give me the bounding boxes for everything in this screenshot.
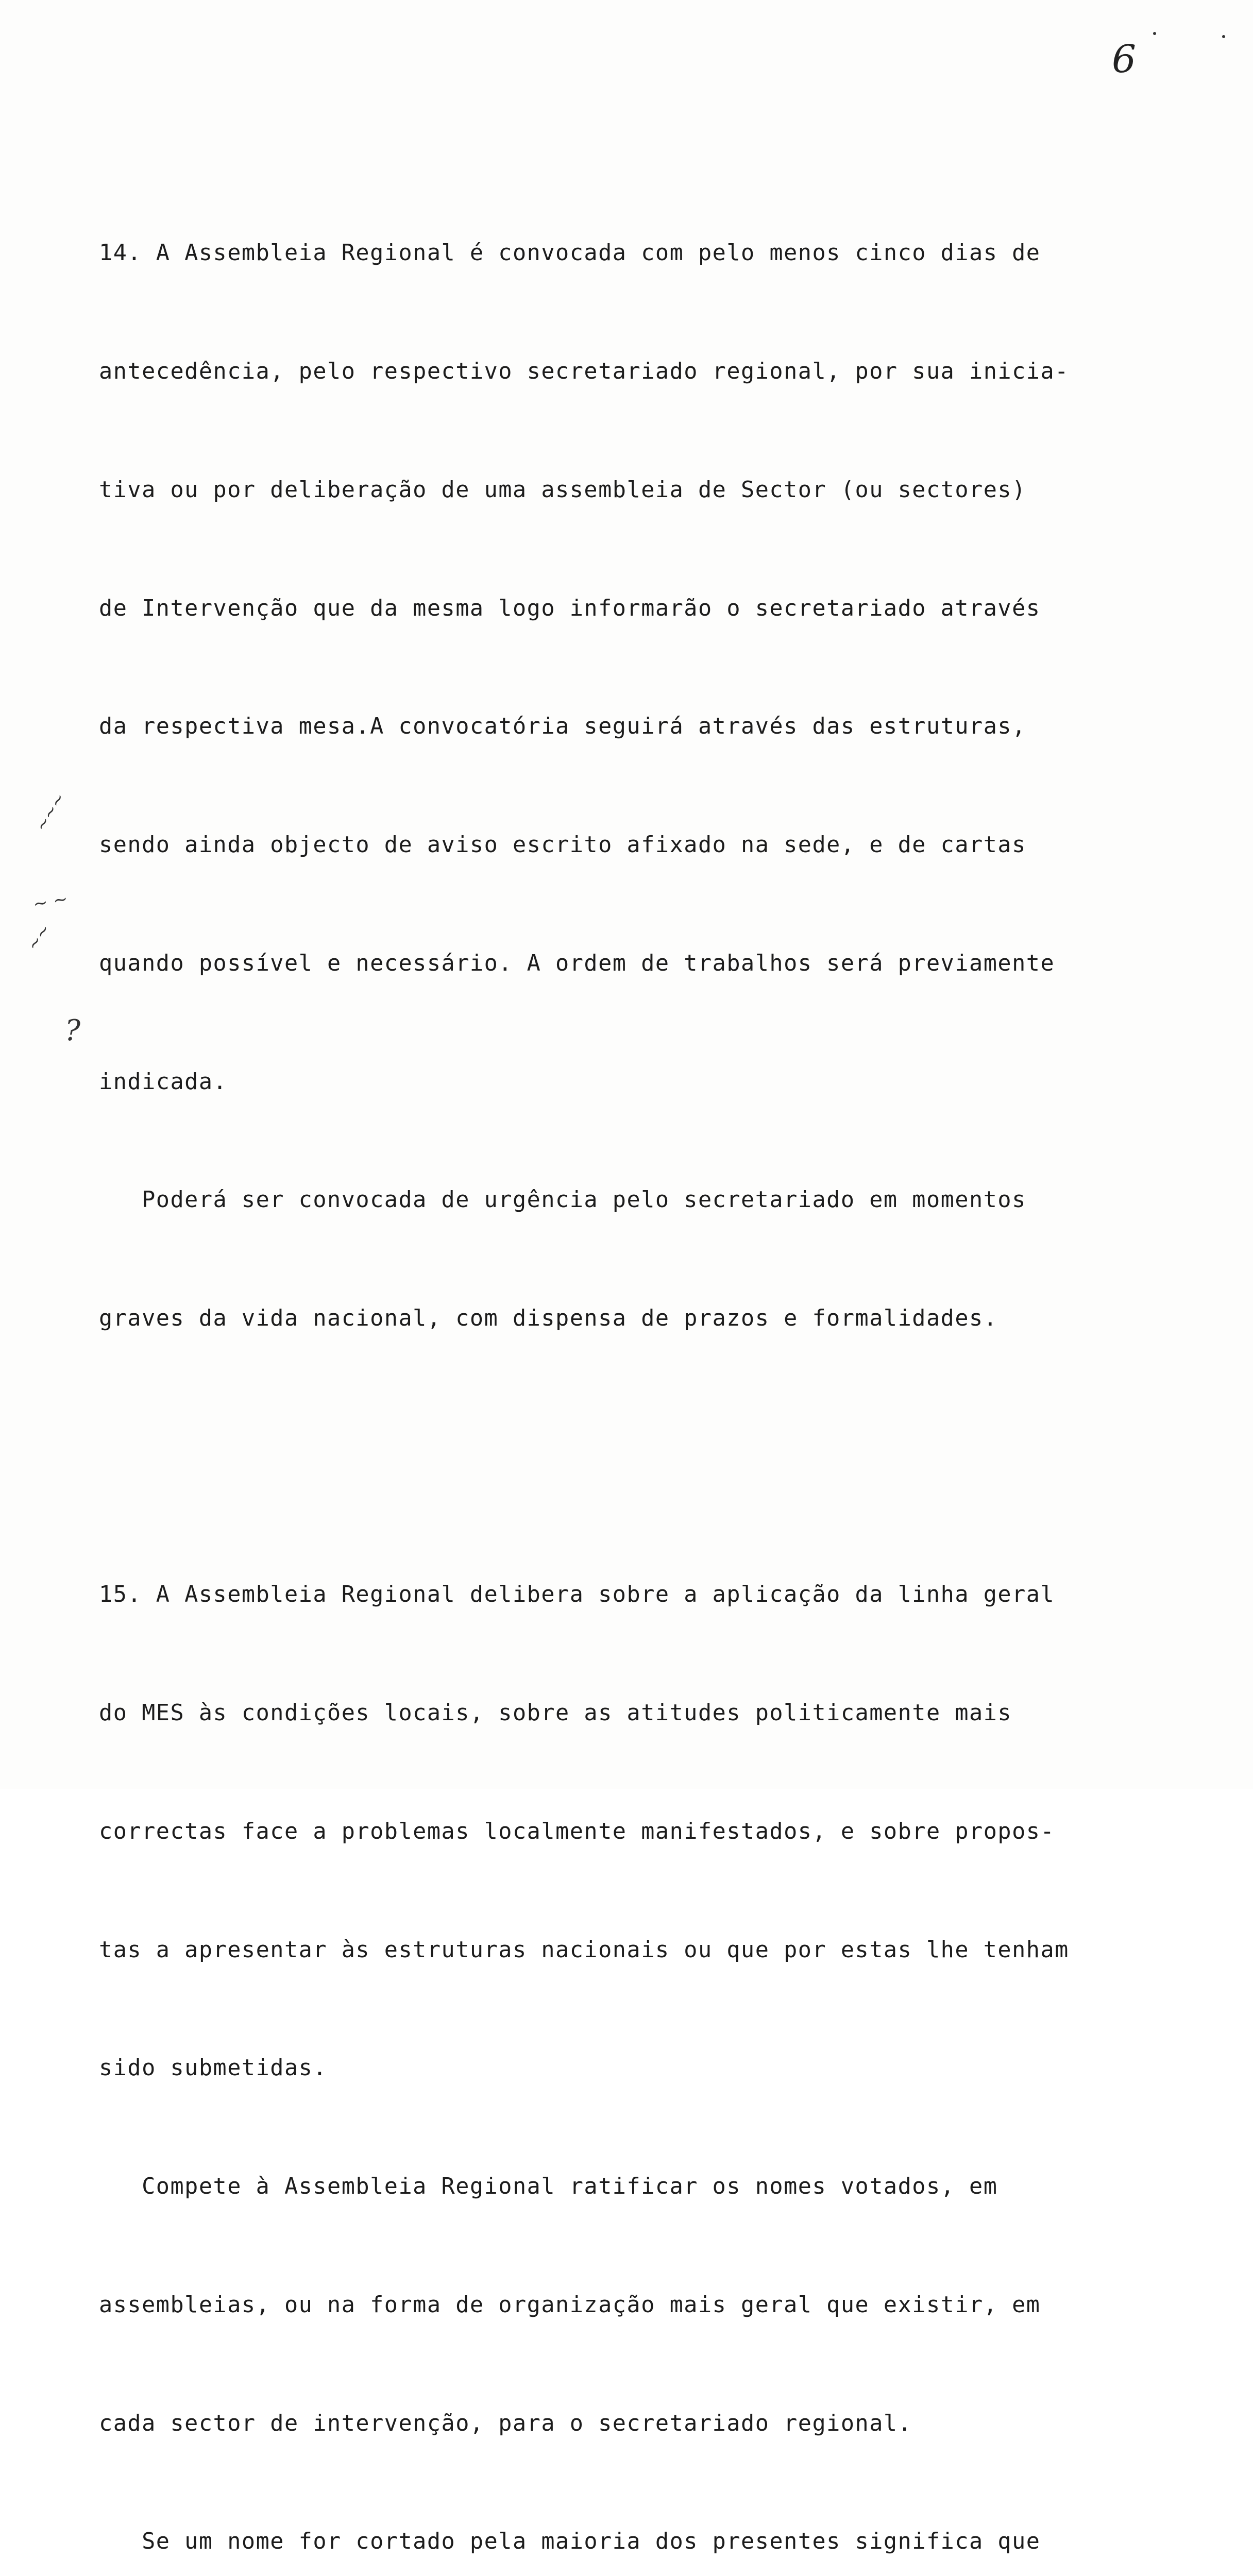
text-line: 15. A Assembleia Regional delibera sobre a aplicação da linha geral: [99, 1582, 1055, 1608]
text-line: tiva ou por deliberação de uma assembleia de Sector (ou sectores): [99, 477, 1026, 503]
text-line: assembleias, ou na forma de organização mais geral que existir, em: [99, 2292, 1041, 2318]
text-line: quando possível e necessário. A ordem de trabalhos será previamente: [99, 950, 1055, 976]
text-line: Poderá ser convocada de urgência pelo secretariado em momentos: [99, 1187, 1026, 1213]
text-line: Compete à Assembleia Regional ratificar os nomes votados, em: [99, 2174, 998, 2200]
text-line: cada sector de intervenção, para o secretariado regional.: [99, 2410, 912, 2436]
text-line: 14. A Assembleia Regional é convocada com pelo menos cinco dias de: [99, 240, 1041, 266]
margin-question-mark: ?: [65, 1014, 81, 1047]
text-line: sendo ainda objecto de aviso escrito afixado na sede, e de cartas: [99, 832, 1026, 858]
text-line: Se um nome for cortado pela maioria dos presentes significa que: [99, 2529, 1041, 2555]
margin-handwriting: ~~: [23, 920, 55, 954]
text-line: da respectiva mesa.A convocatória seguirá através das estruturas,: [99, 714, 1026, 740]
ink-speck: [1222, 35, 1225, 38]
page-number: 6: [1112, 37, 1137, 81]
text-line: graves da vida nacional, com dispensa de prazos e formalidades.: [99, 1306, 998, 1332]
text-line: sido submetidas.: [99, 2055, 328, 2081]
text-line: tas a apresentar às estruturas nacionais ou que por estas lhe tenham: [99, 1937, 1069, 1963]
text-line: indicada.: [99, 1069, 228, 1095]
paragraph-14: [99, 155, 1191, 1417]
ink-speck: [1153, 32, 1156, 35]
document-body: [99, 155, 1191, 2576]
text-line: do MES às condições locais, sobre as atitudes politicamente mais: [99, 1700, 1012, 1726]
margin-handwriting: ~ ~: [31, 888, 70, 915]
margin-handwriting: ~~~: [31, 789, 70, 835]
text-line: antecedência, pelo respectivo secretariado regional, por sua inicia-: [99, 358, 1069, 384]
text-line: correctas face a problemas localmente manifestados, e sobre propos-: [99, 1818, 1055, 1844]
text-line: de Intervenção que da mesma logo informarão o secretariado através: [99, 595, 1041, 621]
paragraph-15: [99, 1496, 1191, 2576]
